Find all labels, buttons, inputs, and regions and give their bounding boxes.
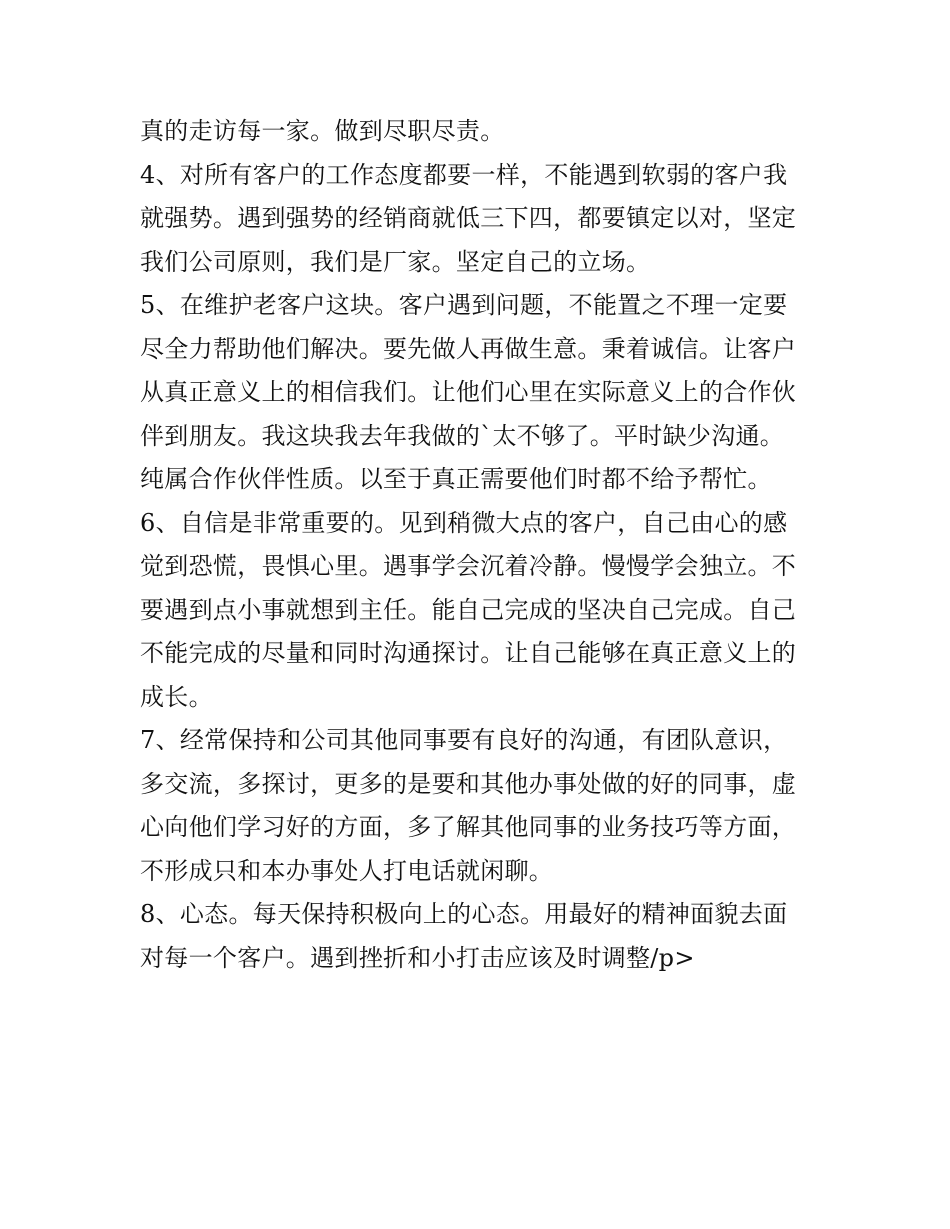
text-line: 尽全力帮助他们解决。要先做人再做生意。秉着诚信。让客户	[140, 334, 797, 363]
text-line: 6、自信是非常重要的。见到稍微大点的客户，自己由心的感	[140, 508, 788, 537]
text-line: 不能完成的尽量和同时沟通探讨。让自己能够在真正意义上的	[140, 639, 797, 667]
text-line: 伴到朋友。我这块我去年我做的`太不够了。平时缺少沟通。	[140, 421, 785, 450]
text-line: 不形成只和本办事处人打电话就闲聊。	[140, 856, 554, 885]
text-line: 7、经常保持和公司其他同事要有良好的沟通，有团队意识，	[140, 726, 788, 754]
text-line: 8、心态。每天保持积极向上的心态。用最好的精神面貌去面	[140, 900, 788, 928]
text-line: 从真正意义上的相信我们。让他们心里在实际意义上的合作伙	[140, 378, 797, 406]
document-body	[140, 110, 820, 980]
text-line: 4、对所有客户的工作态度都要一样，不能遇到软弱的客户我	[140, 160, 788, 189]
text-line: 真的走访每一家。做到尽职尽责。	[140, 117, 505, 145]
text-line: 觉到恐慌，畏惧心里。遇事学会沉着冷静。慢慢学会独立。不	[140, 552, 797, 580]
text-line: 我们公司原则，我们是厂家。坚定自己的立场。	[140, 247, 651, 276]
text-line: 要遇到点小事就想到主任。能自己完成的坚决自己完成。自己	[140, 595, 797, 624]
text-line: 成长。	[140, 682, 213, 711]
text-line: 多交流，多探讨，更多的是要和其他办事处做的好的同事，虚	[140, 769, 797, 798]
text-line: 纯属合作伙伴性质。以至于真正需要他们时都不给予帮忙。	[140, 465, 772, 493]
text-line: 对每一个客户。遇到挫折和小打击应该及时调整/p>	[140, 943, 695, 972]
text-line: 就强势。遇到强势的经销商就低三下四，都要镇定以对，坚定	[140, 204, 797, 232]
text-line: 心向他们学习好的方面，多了解其他同事的业务技巧等方面，	[140, 813, 797, 841]
text-line: 5、在维护老客户这块。客户遇到问题，不能置之不理一定要	[140, 291, 788, 319]
